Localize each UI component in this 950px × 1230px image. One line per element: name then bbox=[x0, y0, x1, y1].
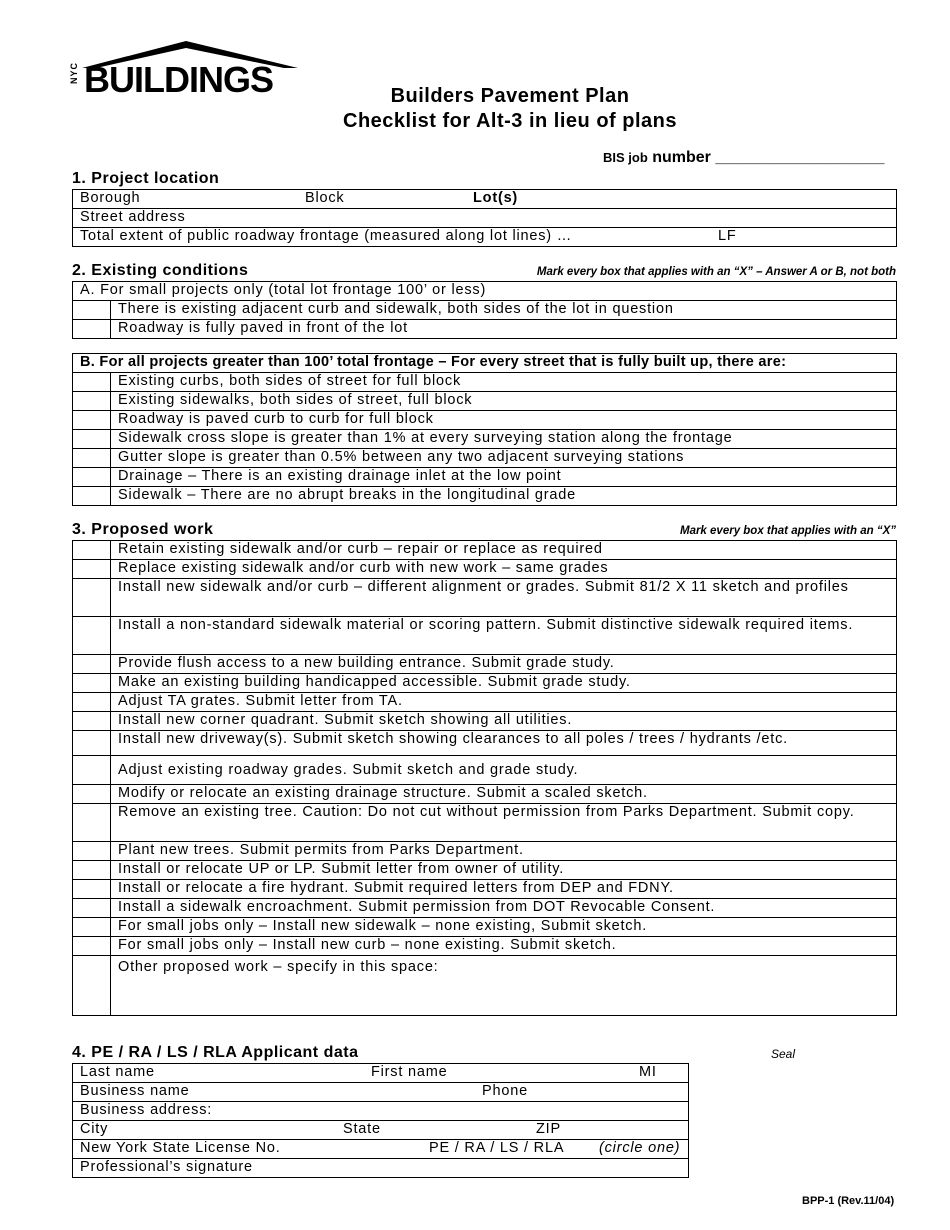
checkbox[interactable] bbox=[73, 655, 111, 674]
list-item: Install or relocate UP or LP. Submit letter from owner of utility. bbox=[111, 861, 897, 880]
checkbox[interactable] bbox=[73, 756, 111, 785]
proposed-work-table bbox=[72, 540, 897, 1016]
seal-label: Seal bbox=[771, 1047, 796, 1061]
bis-number-label: number ___________________ bbox=[652, 149, 885, 166]
section2-heading: 2. Existing conditions bbox=[72, 262, 249, 279]
project-location-table bbox=[72, 189, 897, 247]
checkbox[interactable] bbox=[73, 392, 111, 411]
city-row[interactable] bbox=[73, 1121, 689, 1140]
circle-one-note: (circle one) bbox=[599, 1140, 681, 1156]
signature-row[interactable] bbox=[73, 1159, 689, 1178]
form-subtitle: Checklist for Alt-3 in lieu of plans bbox=[343, 110, 677, 132]
street-row bbox=[73, 209, 897, 228]
checkbox[interactable] bbox=[73, 731, 111, 756]
business-name-label: Business name bbox=[80, 1083, 190, 1099]
mi-label: MI bbox=[639, 1064, 657, 1080]
license-row[interactable] bbox=[73, 1140, 689, 1159]
list-item: For small jobs only – Install new sidewalk – none existing, Submit sketch. bbox=[111, 918, 897, 937]
checkbox[interactable] bbox=[73, 301, 111, 320]
lots-label: Lot(s) bbox=[473, 190, 519, 206]
checkbox[interactable] bbox=[73, 880, 111, 899]
checkbox[interactable] bbox=[73, 842, 111, 861]
list-item: Gutter slope is greater than 0.5% between any two adjacent surveying stations bbox=[111, 449, 897, 468]
section4-heading: 4. PE / RA / LS / RLA Applicant data bbox=[72, 1044, 359, 1061]
license-types[interactable]: PE / RA / LS / RLA bbox=[429, 1140, 565, 1156]
list-item: Install a non-standard sidewalk material or scoring pattern. Submit distinctive sidewalk required items. bbox=[111, 617, 897, 655]
list-item: Install new sidewalk and/or curb – different alignment or grades. Submit 81/2 X 11 sketch and profiles bbox=[111, 579, 897, 617]
checkbox[interactable] bbox=[73, 430, 111, 449]
section3-note: Mark every box that applies with an “X” bbox=[679, 525, 896, 537]
checkbox[interactable] bbox=[73, 693, 111, 712]
signature-label: Professional’s signature bbox=[80, 1159, 253, 1175]
borough-label: Borough bbox=[80, 190, 141, 206]
checkbox[interactable] bbox=[73, 579, 111, 617]
list-item: Roadway is fully paved in front of the lot bbox=[111, 320, 897, 339]
section3-heading: 3. Proposed work bbox=[72, 521, 214, 538]
list-item: Plant new trees. Submit permits from Parks Department. bbox=[111, 842, 897, 861]
checkbox[interactable] bbox=[73, 785, 111, 804]
phone-label: Phone bbox=[482, 1083, 528, 1099]
checkbox[interactable] bbox=[73, 449, 111, 468]
list-item: Drainage – There is an existing drainage inlet at the low point bbox=[111, 468, 897, 487]
business-row[interactable] bbox=[73, 1083, 689, 1102]
list-item: Modify or relocate an existing drainage structure. Submit a scaled sketch. bbox=[111, 785, 897, 804]
checkbox[interactable] bbox=[73, 560, 111, 579]
business-address-label: Business address: bbox=[80, 1102, 213, 1118]
logo-prefix: NYC bbox=[69, 61, 79, 84]
list-item: Install or relocate a fire hydrant. Submit required letters from DEP and FDNY. bbox=[111, 880, 897, 899]
checkbox[interactable] bbox=[73, 918, 111, 937]
checkbox[interactable] bbox=[73, 712, 111, 731]
list-item: Sidewalk cross slope is greater than 1% at every surveying station along the frontage bbox=[111, 430, 897, 449]
existing-b-table bbox=[72, 353, 897, 506]
checkbox[interactable] bbox=[73, 320, 111, 339]
section2-note: Mark every box that applies with an “X” – Answer A or B, not both bbox=[536, 266, 896, 278]
list-item: Retain existing sidewalk and/or curb – repair or replace as required bbox=[111, 541, 897, 560]
street-cell[interactable] bbox=[73, 209, 897, 228]
list-item: Remove an existing tree. Caution: Do not cut without permission from Parks Department. Submit copy. bbox=[111, 804, 897, 842]
city-label: City bbox=[80, 1121, 109, 1137]
borough-row bbox=[73, 190, 897, 209]
logo-text: BUILDINGS bbox=[84, 59, 273, 100]
form-number: BPP-1 (Rev.11/04) bbox=[802, 1195, 895, 1207]
list-item: Provide flush access to a new building entrance. Submit grade study. bbox=[111, 655, 897, 674]
other-work-field[interactable]: Other proposed work – specify in this space: bbox=[111, 956, 897, 1016]
list-item: Replace existing sidewalk and/or curb with new work – same grades bbox=[111, 560, 897, 579]
list-item: Roadway is paved curb to curb for full block bbox=[111, 411, 897, 430]
existing-a-table bbox=[72, 281, 897, 339]
bis-small-label: BIS job bbox=[603, 150, 648, 165]
street-label: Street address bbox=[80, 209, 186, 225]
checkbox[interactable] bbox=[73, 373, 111, 392]
checkbox[interactable] bbox=[73, 617, 111, 655]
checkbox[interactable] bbox=[73, 956, 111, 1016]
a-title: A. For small projects only (total lot frontage 100’ or less) bbox=[73, 282, 897, 301]
list-item: For small jobs only – Install new curb – none existing. Submit sketch. bbox=[111, 937, 897, 956]
checkbox[interactable] bbox=[73, 468, 111, 487]
checkbox[interactable] bbox=[73, 804, 111, 842]
list-item: Install a sidewalk encroachment. Submit permission from DOT Revocable Consent. bbox=[111, 899, 897, 918]
checkbox[interactable] bbox=[73, 937, 111, 956]
zip-label: ZIP bbox=[536, 1121, 561, 1137]
borough-cell[interactable] bbox=[73, 190, 897, 209]
list-item: Adjust TA grates. Submit letter from TA. bbox=[111, 693, 897, 712]
checkbox[interactable] bbox=[73, 487, 111, 506]
frontage-row bbox=[73, 228, 897, 247]
frontage-label: Total extent of public roadway frontage (measured along lot lines) … bbox=[80, 228, 573, 244]
checkbox[interactable] bbox=[73, 899, 111, 918]
first-name-label: First name bbox=[371, 1064, 448, 1080]
license-label: New York State License No. bbox=[80, 1140, 281, 1156]
block-label: Block bbox=[305, 190, 345, 206]
list-item: Install new driveway(s). Submit sketch showing clearances to all poles / trees / hydrants /etc. bbox=[111, 731, 897, 756]
list-item: Sidewalk – There are no abrupt breaks in the longitudinal grade bbox=[111, 487, 897, 506]
state-label: State bbox=[343, 1121, 381, 1137]
name-row[interactable] bbox=[73, 1064, 689, 1083]
bis-job-number bbox=[603, 149, 884, 167]
list-item: Adjust existing roadway grades. Submit sketch and grade study. bbox=[111, 756, 897, 785]
checkbox[interactable] bbox=[73, 411, 111, 430]
section1-heading: 1. Project location bbox=[72, 170, 220, 187]
list-item: Existing curbs, both sides of street for full block bbox=[111, 373, 897, 392]
list-item: Existing sidewalks, both sides of street, full block bbox=[111, 392, 897, 411]
form-title: Builders Pavement Plan bbox=[390, 85, 630, 107]
last-name-label: Last name bbox=[80, 1064, 155, 1080]
list-item: Install new corner quadrant. Submit sketch showing all utilities. bbox=[111, 712, 897, 731]
applicant-table bbox=[72, 1063, 689, 1178]
checkbox[interactable] bbox=[73, 674, 111, 693]
lf-label: LF bbox=[718, 228, 737, 244]
list-item: There is existing adjacent curb and sidewalk, both sides of the lot in question bbox=[111, 301, 897, 320]
checkbox[interactable] bbox=[73, 861, 111, 880]
frontage-cell[interactable] bbox=[73, 228, 897, 247]
list-item: Make an existing building handicapped accessible. Submit grade study. bbox=[111, 674, 897, 693]
address-row[interactable] bbox=[73, 1102, 689, 1121]
b-title: B. For all projects greater than 100’ total frontage – For every street that is fully built up, there are: bbox=[73, 354, 897, 373]
checkbox[interactable] bbox=[73, 541, 111, 560]
